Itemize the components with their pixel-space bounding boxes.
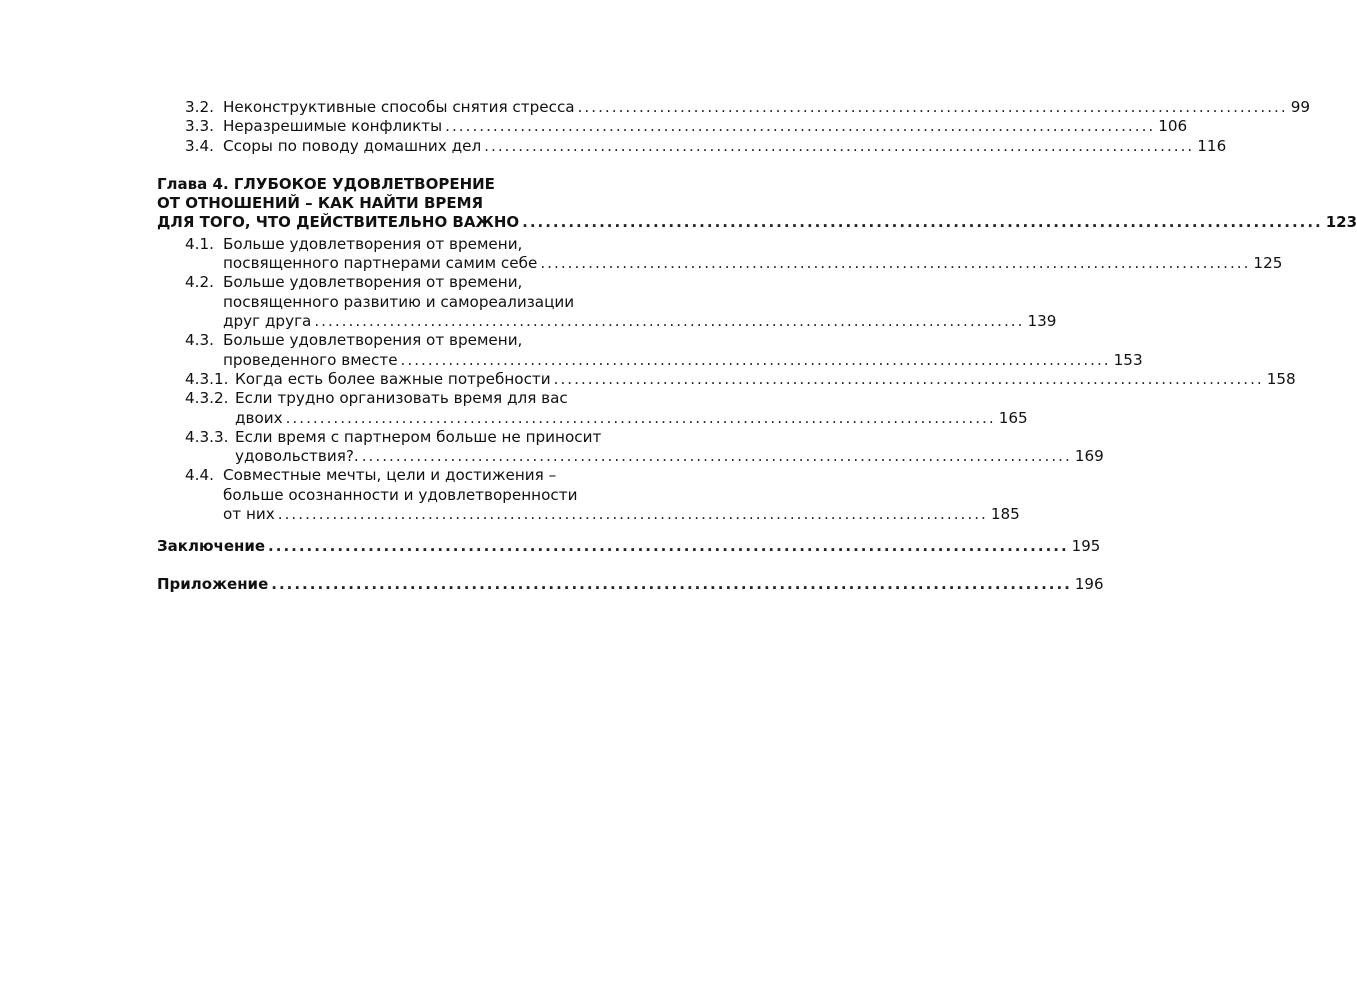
entry-number: 4.3.1. [185, 369, 229, 388]
toc-entry-3-2[interactable] [157, 98, 1311, 117]
leader-dots: ........................................................................................................ [361, 447, 1072, 466]
entry-title-cont: больше осознанности и удовлетворенности [223, 485, 578, 504]
leader-dots: ........................................................................................................ [268, 537, 1069, 556]
entry-title: Совместные мечты, цели и достижения – [223, 466, 557, 485]
toc-entry-3-3[interactable] [157, 117, 1188, 136]
chapter-title-line-1: Глава 4. ГЛУБОКОЕ УДОВЛЕТВОРЕНИЕ [157, 174, 495, 193]
chapter-4-heading[interactable] [157, 174, 1357, 232]
page-number: 139 [1027, 312, 1057, 331]
leader-dots: ........................................................................................................ [277, 505, 988, 524]
page-number: 195 [1071, 537, 1101, 556]
page-number: 165 [998, 408, 1028, 427]
page-number: 158 [1266, 369, 1296, 388]
page-number: 106 [1158, 117, 1188, 136]
page-number: 153 [1113, 350, 1143, 369]
entry-number: 4.3.2. [185, 389, 229, 408]
entry-number: 3.2. [185, 98, 214, 116]
toc-entry-4-3[interactable] [157, 331, 1143, 370]
entry-title-cont: посвященного партнерами самим себе [223, 254, 538, 273]
entry-title: Больше удовлетворения от времени, [223, 331, 523, 350]
entry-title: Когда есть более важные потребности [235, 369, 551, 388]
leader-dots: ........................................................................................................ [540, 254, 1251, 273]
entry-number: 4.1. [185, 234, 214, 253]
page-number: 116 [1197, 136, 1227, 155]
entry-title: Заключение [157, 537, 266, 556]
toc-entry-appendix[interactable] [157, 574, 1104, 594]
entry-number: 4.2. [185, 273, 214, 292]
page-number: 125 [1253, 254, 1283, 273]
entry-title: Больше удовлетворения от времени, [223, 273, 523, 292]
entry-title-cont: друг друга [223, 312, 312, 331]
entry-number: 4.3.3. [185, 427, 229, 446]
leader-dots: ........................................................................................................ [271, 574, 1072, 593]
leader-dots: ........................................................................................................ [445, 117, 1156, 136]
entry-number: 4.4. [185, 466, 214, 485]
leader-dots: ........................................................................................................ [553, 369, 1264, 388]
entry-title-cont: посвященного развитию и самореализации [223, 292, 575, 311]
entry-number: 3.3. [185, 117, 214, 136]
chapter-title-line-2: ОТ ОТНОШЕНИЙ – КАК НАЙТИ ВРЕМЯ [157, 193, 484, 212]
toc-entry-4-3-1[interactable] [157, 369, 1296, 389]
toc-entry-3-4[interactable] [157, 136, 1227, 156]
page-number: 99 [1290, 98, 1311, 116]
entry-title: Если трудно организовать время для вас [235, 389, 568, 408]
entry-title: Если время с партнером больше не приносит [235, 427, 602, 446]
leader-dots: ........................................................................................................ [285, 408, 996, 427]
entry-number: 3.4. [185, 136, 214, 155]
entry-title: Приложение [157, 574, 269, 593]
toc-entry-4-1[interactable] [157, 234, 1283, 274]
page-number: 196 [1074, 574, 1104, 593]
chapter-title-line-3: ДЛЯ ТОГО, ЧТО ДЕЙСТВИТЕЛЬНО ВАЖНО [157, 212, 520, 231]
page-number: 185 [990, 505, 1020, 524]
entry-title-cont: удовольствия?. [235, 447, 359, 466]
toc-entry-4-3-3[interactable] [157, 427, 1104, 467]
entry-title-cont: от них [223, 505, 275, 524]
toc-entry-4-4[interactable] [157, 466, 1020, 524]
leader-dots: ........................................................................................................ [400, 350, 1111, 369]
page-number: 169 [1074, 447, 1104, 466]
table-of-contents [157, 98, 1357, 594]
entry-title-cont: проведенного вместе [223, 350, 398, 369]
leader-dots: ........................................................................................................ [314, 312, 1025, 331]
leader-dots: ........................................................................................................ [522, 212, 1323, 231]
entry-title: Ссоры по поводу домашних дел [223, 136, 482, 155]
leader-dots: ........................................................................................................ [577, 98, 1288, 116]
toc-entry-4-2[interactable] [157, 273, 1057, 331]
toc-entry-conclusion[interactable] [157, 537, 1101, 556]
entry-title-cont: двоих [235, 408, 283, 427]
toc-entry-4-3-2[interactable] [157, 389, 1028, 428]
leader-dots: ........................................................................................................ [484, 136, 1195, 155]
page-number: 123 [1325, 212, 1357, 231]
entry-title: Неконструктивные способы снятия стресса [223, 98, 575, 116]
entry-number: 4.3. [185, 331, 214, 350]
entry-title: Неразрешимые конфликты [223, 117, 443, 136]
entry-title: Больше удовлетворения от времени, [223, 234, 523, 253]
